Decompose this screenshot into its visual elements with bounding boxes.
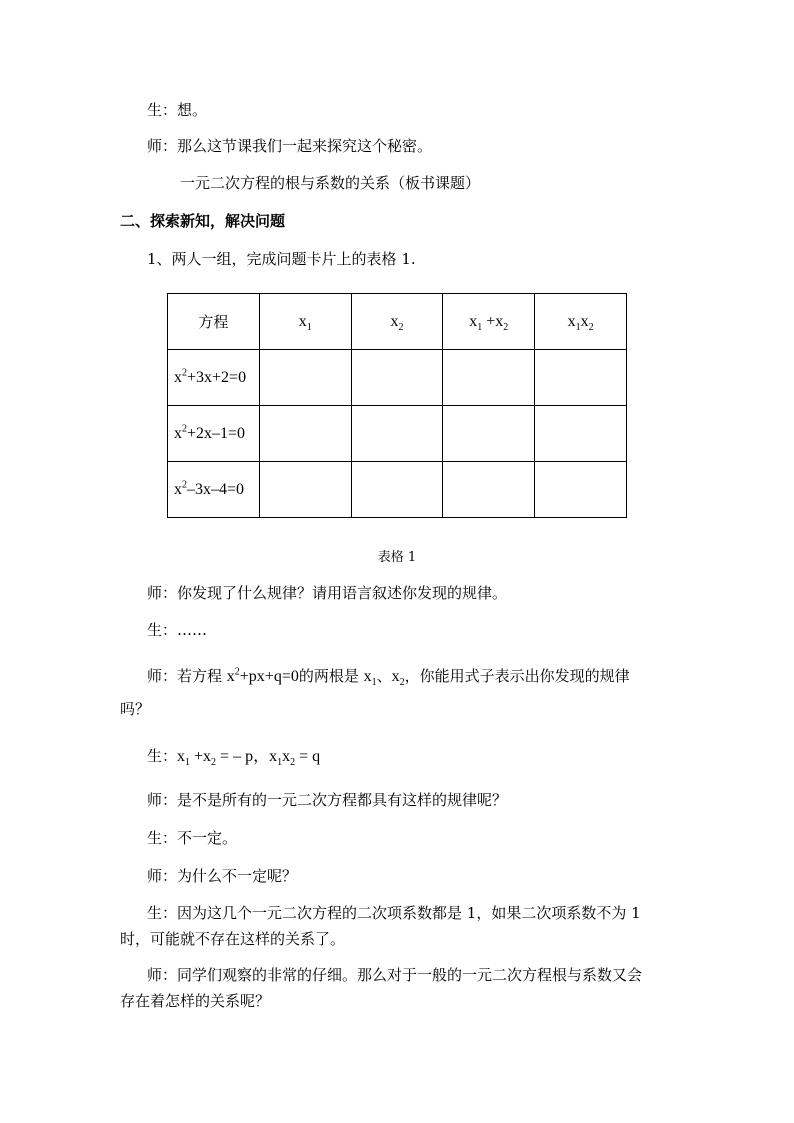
student-formula-answer: 生：$x_1 +x_2$ = – p，$x_1x_2 = q$ xyxy=(147,747,321,769)
student-reason-line-2: 时，可能就不存在这样的关系了。 xyxy=(120,930,346,948)
header-product: $x_1x_2$ xyxy=(535,294,627,350)
roots-table xyxy=(167,293,627,518)
table-row xyxy=(168,462,627,518)
teacher-why: 师：为什么不一定呢？ xyxy=(147,867,298,885)
teacher-formula-wrap: 吗？ xyxy=(120,700,151,718)
table-row xyxy=(168,350,627,406)
empty-cell xyxy=(259,406,351,462)
student-reply-think: 生：想。 xyxy=(147,101,208,119)
equation-cell: $x^2+3x+2=0$ xyxy=(168,350,260,406)
teacher-intro-line: 师：那么这节课我们一起来探究这个秘密。 xyxy=(147,137,433,155)
table-caption: 表格 1 xyxy=(377,550,417,565)
teacher-general-line-2: 存在着怎样的关系呢？ xyxy=(120,992,271,1010)
section-heading: 二、探索新知，解决问题 xyxy=(120,212,286,230)
empty-cell xyxy=(351,350,443,406)
teacher-formula-question: 师：若方程 $x^2+px+q=0$的两根是 $x_1$、$x_2$，你能用式子表示出你发现的规律 xyxy=(147,666,630,689)
empty-cell xyxy=(535,350,627,406)
student-dots: 生：…… xyxy=(147,621,208,639)
task-instruction: 1、两人一组，完成问题卡片上的表格 1. xyxy=(147,250,416,268)
table-header-row xyxy=(168,294,627,350)
table-row xyxy=(168,406,627,462)
student-reason-line-1: 生：因为这几个一元二次方程的二次项系数都是 1，如果二次项系数不为 1 xyxy=(147,904,641,922)
empty-cell xyxy=(535,462,627,518)
empty-cell xyxy=(259,350,351,406)
empty-cell xyxy=(535,406,627,462)
teacher-general-line-1: 师：同学们观察的非常的仔细。那么对于一般的一元二次方程根与系数又会 xyxy=(147,966,643,984)
equation-cell: $x^2+2x-1=0$ xyxy=(168,406,260,462)
header-equation: 方程 xyxy=(168,294,260,350)
equation-cell: $x^2-3x-4=0$ xyxy=(168,462,260,518)
empty-cell xyxy=(259,462,351,518)
empty-cell xyxy=(443,406,535,462)
empty-cell xyxy=(443,462,535,518)
header-x2: $x_2$ xyxy=(351,294,443,350)
teacher-all-equations: 师：是不是所有的一元二次方程都具有这样的规律呢？ xyxy=(147,791,508,809)
empty-cell xyxy=(351,406,443,462)
empty-cell xyxy=(351,462,443,518)
teacher-rule-question: 师：你发现了什么规律？请用语言叙述你发现的规律。 xyxy=(147,584,508,602)
lesson-title: 一元二次方程的根与系数的关系（板书课题） xyxy=(180,174,481,192)
header-sum: $x_1 +x_2$ xyxy=(443,294,535,350)
empty-cell xyxy=(443,350,535,406)
header-x1: $x_1$ xyxy=(259,294,351,350)
student-not-sure: 生：不一定。 xyxy=(147,829,238,847)
